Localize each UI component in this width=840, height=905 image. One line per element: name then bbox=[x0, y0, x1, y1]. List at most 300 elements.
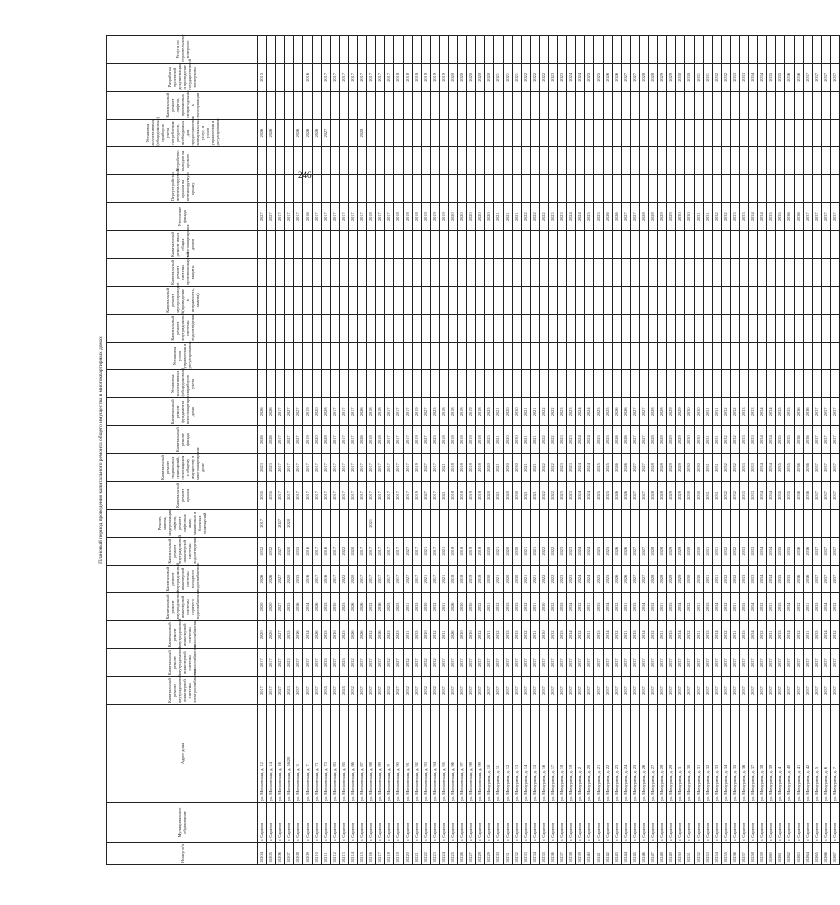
year-cell: 2037 bbox=[712, 649, 721, 677]
year-cell: 2035 bbox=[785, 454, 794, 482]
year-cell: 2035 bbox=[321, 621, 330, 649]
year-cell bbox=[448, 259, 457, 287]
year-cell: 2031 bbox=[621, 621, 630, 649]
year-cell bbox=[458, 175, 467, 203]
year-cell bbox=[730, 147, 739, 175]
year-cell bbox=[685, 370, 694, 398]
year-cell: 2022 bbox=[539, 537, 548, 565]
year-cell bbox=[330, 370, 339, 398]
year-cell bbox=[658, 370, 667, 398]
year-cell bbox=[358, 91, 367, 119]
year-cell bbox=[649, 231, 658, 259]
year-cell bbox=[730, 259, 739, 287]
year-cell: 2032 bbox=[267, 537, 276, 565]
year-cell: 2028 bbox=[639, 63, 648, 91]
row-municipality: г. Саратов bbox=[285, 803, 294, 843]
year-cell bbox=[458, 91, 467, 119]
year-cell bbox=[812, 36, 821, 64]
row-municipality: г. Саратов bbox=[303, 803, 312, 843]
year-cell: 2034 bbox=[767, 537, 776, 565]
year-cell: 2034 bbox=[758, 454, 767, 482]
year-cell bbox=[503, 370, 512, 398]
year-cell bbox=[567, 342, 576, 370]
row-municipality: г. Саратов bbox=[676, 803, 685, 843]
year-cell bbox=[585, 175, 594, 203]
year-cell bbox=[530, 314, 539, 342]
year-cell bbox=[676, 342, 685, 370]
year-cell: 2027 bbox=[621, 203, 630, 231]
year-cell: 2031 bbox=[439, 593, 448, 621]
year-cell: 2037 bbox=[539, 677, 548, 705]
year-cell: 2034 bbox=[639, 593, 648, 621]
year-cell bbox=[412, 286, 421, 314]
year-cell bbox=[703, 370, 712, 398]
year-cell: 2037 bbox=[821, 454, 830, 482]
year-cell bbox=[403, 259, 412, 287]
year-cell bbox=[321, 314, 330, 342]
year-cell: 2018 bbox=[367, 203, 376, 231]
row-municipality: г. Саратов bbox=[758, 803, 767, 843]
year-cell: 2031 bbox=[694, 593, 703, 621]
year-cell bbox=[749, 147, 758, 175]
row-municipality: г. Саратов bbox=[685, 803, 694, 843]
table-row bbox=[558, 36, 567, 865]
year-cell: 2027 bbox=[394, 677, 403, 705]
year-cell: 2018 bbox=[448, 565, 457, 593]
year-cell: 2021 bbox=[494, 482, 503, 510]
year-cell: 2037 bbox=[803, 63, 812, 91]
year-cell: 2033 bbox=[749, 454, 758, 482]
year-cell bbox=[721, 342, 730, 370]
year-cell bbox=[485, 119, 494, 147]
table-row bbox=[767, 36, 776, 865]
year-cell: 2017 bbox=[276, 454, 285, 482]
year-cell: 2031 bbox=[485, 593, 494, 621]
header-address: Адрес дома bbox=[107, 705, 258, 803]
year-cell bbox=[385, 36, 394, 64]
year-cell bbox=[394, 36, 403, 64]
year-cell: 2023 bbox=[567, 426, 576, 454]
year-cell: 2017 bbox=[330, 454, 339, 482]
year-cell: 2032 bbox=[794, 621, 803, 649]
year-cell: 2021 bbox=[530, 565, 539, 593]
year-cell: 2037 bbox=[821, 203, 830, 231]
year-cell bbox=[621, 231, 630, 259]
row-address: ул. Мичурина, д. 27 bbox=[649, 705, 658, 803]
year-cell bbox=[539, 91, 548, 119]
year-cell: 2035 bbox=[776, 565, 785, 593]
year-cell bbox=[658, 119, 667, 147]
table-row bbox=[403, 36, 412, 865]
table-row bbox=[476, 36, 485, 865]
header-num: Номер п/п bbox=[107, 843, 258, 865]
year-cell: 2035 bbox=[285, 621, 294, 649]
year-cell: 2027 bbox=[276, 649, 285, 677]
year-cell bbox=[685, 91, 694, 119]
year-cell: 2017 bbox=[376, 565, 385, 593]
year-cell bbox=[467, 509, 476, 537]
year-cell bbox=[448, 147, 457, 175]
year-cell: 2029 bbox=[667, 203, 676, 231]
year-cell: 2034 bbox=[749, 593, 758, 621]
year-cell bbox=[367, 231, 376, 259]
year-cell: 2036 bbox=[794, 398, 803, 426]
year-cell: 2037 bbox=[612, 677, 621, 705]
year-cell bbox=[439, 175, 448, 203]
year-cell bbox=[394, 147, 403, 175]
year-cell bbox=[521, 370, 530, 398]
year-cell: 2037 bbox=[485, 649, 494, 677]
row-municipality: г. Саратов bbox=[658, 803, 667, 843]
year-cell bbox=[539, 36, 548, 64]
year-cell bbox=[530, 147, 539, 175]
year-cell: 2025 bbox=[430, 398, 439, 426]
year-cell bbox=[594, 36, 603, 64]
year-cell bbox=[667, 342, 676, 370]
year-cell: 2035 bbox=[776, 454, 785, 482]
row-address: ул. Мичурина, д. 4 bbox=[776, 705, 785, 803]
year-cell: 2032 bbox=[421, 677, 430, 705]
year-cell: 2019 bbox=[430, 63, 439, 91]
year-cell bbox=[467, 91, 476, 119]
year-cell: 2032 bbox=[521, 621, 530, 649]
year-cell: 2017 bbox=[330, 203, 339, 231]
year-cell: 2025 bbox=[603, 482, 612, 510]
row-number: 10246 bbox=[639, 843, 648, 865]
year-cell: 2025 bbox=[339, 649, 348, 677]
year-cell bbox=[612, 147, 621, 175]
year-cell bbox=[521, 231, 530, 259]
row-address: ул. Московская, д. 7 bbox=[303, 705, 312, 803]
year-cell: 2024 bbox=[576, 203, 585, 231]
year-cell bbox=[421, 259, 430, 287]
row-municipality: г. Саратов bbox=[467, 803, 476, 843]
year-cell bbox=[630, 370, 639, 398]
row-address: ул. Московская, д. 93 bbox=[421, 705, 430, 803]
year-cell: 2017 bbox=[285, 454, 294, 482]
year-cell bbox=[685, 286, 694, 314]
year-cell bbox=[549, 342, 558, 370]
year-cell: 2028 bbox=[358, 119, 367, 147]
year-cell bbox=[258, 342, 267, 370]
year-cell bbox=[303, 36, 312, 64]
year-cell bbox=[630, 36, 639, 64]
year-cell bbox=[521, 119, 530, 147]
year-cell bbox=[658, 231, 667, 259]
year-cell: 2024 bbox=[576, 454, 585, 482]
year-cell: 2034 bbox=[567, 593, 576, 621]
year-cell bbox=[712, 370, 721, 398]
year-cell: 2037 bbox=[785, 677, 794, 705]
year-cell bbox=[658, 147, 667, 175]
year-cell: 2037 bbox=[521, 649, 530, 677]
year-cell: 2027 bbox=[294, 398, 303, 426]
year-cell bbox=[712, 509, 721, 537]
year-cell bbox=[730, 119, 739, 147]
year-cell: 2030 bbox=[676, 203, 685, 231]
year-cell bbox=[603, 147, 612, 175]
row-address: ул. Мичурина, д. 21 bbox=[594, 705, 603, 803]
year-cell: 2037 bbox=[358, 649, 367, 677]
year-cell: 2031 bbox=[658, 593, 667, 621]
row-address: ул. Мичурина, д. 5 bbox=[812, 705, 821, 803]
year-cell bbox=[448, 91, 457, 119]
year-cell bbox=[258, 259, 267, 287]
year-cell: 2035 bbox=[503, 621, 512, 649]
year-cell: 2036 bbox=[376, 621, 385, 649]
year-cell bbox=[685, 259, 694, 287]
year-cell: 2027 bbox=[276, 537, 285, 565]
year-cell bbox=[394, 509, 403, 537]
year-cell bbox=[521, 36, 530, 64]
year-cell: 2037 bbox=[458, 649, 467, 677]
year-cell: 2016 bbox=[303, 565, 312, 593]
year-cell: 2037 bbox=[512, 649, 521, 677]
year-cell bbox=[285, 342, 294, 370]
year-cell bbox=[521, 342, 530, 370]
year-cell: 2037 bbox=[830, 677, 839, 705]
year-cell bbox=[749, 231, 758, 259]
table-row bbox=[339, 36, 348, 865]
row-address: ул. Мичурина, д. 7 bbox=[830, 705, 839, 803]
year-cell bbox=[676, 286, 685, 314]
year-cell bbox=[594, 509, 603, 537]
row-address: ул. Московская, д. 89 bbox=[376, 705, 385, 803]
row-municipality: г. Саратов bbox=[530, 803, 539, 843]
year-cell: 2025 bbox=[594, 565, 603, 593]
year-cell: 2035 bbox=[703, 593, 712, 621]
year-cell bbox=[567, 259, 576, 287]
year-cell: 2026 bbox=[612, 482, 621, 510]
year-cell: 2037 bbox=[294, 649, 303, 677]
year-cell: 2030 bbox=[676, 63, 685, 91]
year-cell: 2017 bbox=[294, 482, 303, 510]
year-cell bbox=[812, 314, 821, 342]
row-number: 10266 bbox=[821, 843, 830, 865]
row-number: 10241 bbox=[594, 843, 603, 865]
year-cell bbox=[821, 286, 830, 314]
year-cell: 2032 bbox=[721, 621, 730, 649]
year-cell bbox=[549, 119, 558, 147]
year-cell: 2026 bbox=[621, 398, 630, 426]
year-cell: 2020 bbox=[485, 63, 494, 91]
year-cell bbox=[439, 231, 448, 259]
year-cell: 2026 bbox=[612, 454, 621, 482]
year-cell bbox=[512, 509, 521, 537]
year-cell: 2027 bbox=[321, 119, 330, 147]
year-cell bbox=[339, 36, 348, 64]
year-cell: 2017 bbox=[339, 454, 348, 482]
year-cell: 2034 bbox=[603, 621, 612, 649]
year-cell: 2019 bbox=[412, 398, 421, 426]
year-cell: 2036 bbox=[294, 621, 303, 649]
year-cell: 2027 bbox=[630, 63, 639, 91]
year-cell bbox=[530, 175, 539, 203]
year-cell bbox=[303, 286, 312, 314]
year-cell: 2037 bbox=[376, 649, 385, 677]
year-cell bbox=[749, 509, 758, 537]
year-cell bbox=[676, 509, 685, 537]
year-cell: 2034 bbox=[758, 398, 767, 426]
year-cell bbox=[412, 509, 421, 537]
year-cell: 2017 bbox=[303, 454, 312, 482]
year-cell: 2028 bbox=[658, 426, 667, 454]
year-cell bbox=[512, 286, 521, 314]
year-cell bbox=[803, 286, 812, 314]
year-cell: 2031 bbox=[712, 454, 721, 482]
row-number: 10218 bbox=[385, 843, 394, 865]
year-cell bbox=[376, 91, 385, 119]
year-cell: 2028 bbox=[649, 63, 658, 91]
year-cell: 2017 bbox=[285, 203, 294, 231]
year-cell bbox=[612, 119, 621, 147]
year-cell: 2027 bbox=[630, 454, 639, 482]
row-municipality: г. Саратов bbox=[630, 803, 639, 843]
year-cell: 2025 bbox=[430, 426, 439, 454]
year-cell: 2022 bbox=[539, 63, 548, 91]
year-cell bbox=[267, 259, 276, 287]
year-cell bbox=[376, 314, 385, 342]
table-row bbox=[512, 36, 521, 865]
year-cell bbox=[612, 286, 621, 314]
year-cell: 2037 bbox=[658, 677, 667, 705]
year-cell bbox=[512, 370, 521, 398]
year-cell: 2017 bbox=[339, 203, 348, 231]
year-cell bbox=[312, 91, 321, 119]
year-cell: 2026 bbox=[312, 119, 321, 147]
table-row bbox=[348, 36, 357, 865]
year-cell: 2017 bbox=[367, 537, 376, 565]
year-cell: 2033 bbox=[739, 63, 748, 91]
year-cell: 2025 bbox=[585, 203, 594, 231]
year-cell bbox=[667, 509, 676, 537]
year-cell: 2020 bbox=[467, 203, 476, 231]
year-cell bbox=[558, 175, 567, 203]
row-number: 10207 bbox=[285, 843, 294, 865]
year-cell bbox=[739, 314, 748, 342]
year-cell bbox=[803, 509, 812, 537]
year-cell: 2037 bbox=[358, 677, 367, 705]
year-cell: 2017 bbox=[312, 454, 321, 482]
year-cell bbox=[258, 175, 267, 203]
year-cell: 2021 bbox=[530, 537, 539, 565]
year-cell bbox=[721, 36, 730, 64]
year-cell: 2022 bbox=[549, 482, 558, 510]
year-cell: 2030 bbox=[458, 621, 467, 649]
year-cell: 2036 bbox=[794, 63, 803, 91]
year-cell bbox=[585, 36, 594, 64]
year-cell bbox=[367, 91, 376, 119]
row-municipality: г. Саратов bbox=[549, 803, 558, 843]
year-cell bbox=[621, 91, 630, 119]
year-cell: 2021 bbox=[494, 565, 503, 593]
year-cell bbox=[294, 175, 303, 203]
year-cell bbox=[658, 509, 667, 537]
year-cell: 2032 bbox=[685, 593, 694, 621]
year-cell: 2027 bbox=[421, 426, 430, 454]
year-cell: 2031 bbox=[585, 621, 594, 649]
row-municipality: г. Саратов bbox=[603, 803, 612, 843]
year-cell: 2022 bbox=[339, 565, 348, 593]
table-row bbox=[421, 36, 430, 865]
year-cell: 2037 bbox=[303, 649, 312, 677]
year-cell: 2032 bbox=[721, 203, 730, 231]
year-cell bbox=[394, 342, 403, 370]
row-number: 10245 bbox=[630, 843, 639, 865]
year-cell bbox=[594, 91, 603, 119]
year-cell bbox=[330, 36, 339, 64]
row-municipality: г. Саратов bbox=[458, 803, 467, 843]
year-cell bbox=[803, 91, 812, 119]
year-cell: 2035 bbox=[739, 593, 748, 621]
year-cell bbox=[739, 509, 748, 537]
year-cell: 2018 bbox=[367, 426, 376, 454]
year-cell bbox=[621, 36, 630, 64]
year-cell: 2037 bbox=[476, 649, 485, 677]
row-address: ул. Московская, д. 12 bbox=[258, 705, 267, 803]
year-cell: 2035 bbox=[630, 621, 639, 649]
year-cell: 2021 bbox=[439, 537, 448, 565]
row-address: ул. Мичурина, д. 2 bbox=[576, 705, 585, 803]
year-cell: 2020 bbox=[448, 203, 457, 231]
year-cell: 2032 bbox=[476, 593, 485, 621]
year-cell: 2037 bbox=[594, 677, 603, 705]
year-cell: 2037 bbox=[685, 677, 694, 705]
year-cell: 2026 bbox=[348, 621, 357, 649]
document-title: Плановый период проведения капитального ремонта общего имущества в многоквартирных домах bbox=[98, 336, 104, 564]
row-number: 10212 bbox=[330, 843, 339, 865]
year-cell bbox=[403, 91, 412, 119]
year-cell: 2021 bbox=[512, 63, 521, 91]
year-cell: 2034 bbox=[712, 593, 721, 621]
row-municipality: г. Саратов bbox=[294, 803, 303, 843]
year-cell: 2029 bbox=[676, 482, 685, 510]
year-cell bbox=[339, 509, 348, 537]
year-cell: 2017 bbox=[376, 454, 385, 482]
year-cell: 2033 bbox=[749, 537, 758, 565]
year-cell bbox=[494, 36, 503, 64]
year-cell bbox=[258, 91, 267, 119]
row-address: ул. Московская, д. 73 bbox=[321, 705, 330, 803]
year-cell bbox=[267, 231, 276, 259]
year-cell: 2037 bbox=[639, 677, 648, 705]
year-cell: 2022 bbox=[539, 426, 548, 454]
row-number: 10243 bbox=[612, 843, 621, 865]
year-cell bbox=[430, 259, 439, 287]
year-cell: 2032 bbox=[721, 398, 730, 426]
year-cell bbox=[312, 36, 321, 64]
year-cell bbox=[603, 36, 612, 64]
year-cell: 2032 bbox=[721, 482, 730, 510]
table-row bbox=[485, 36, 494, 865]
year-cell: 2037 bbox=[830, 565, 839, 593]
year-cell: 2035 bbox=[785, 398, 794, 426]
table-row bbox=[294, 36, 303, 865]
year-cell bbox=[558, 342, 567, 370]
capital-repair-table bbox=[106, 35, 840, 865]
year-cell: 2035 bbox=[594, 593, 603, 621]
year-cell: 2032 bbox=[258, 537, 267, 565]
year-cell: 2037 bbox=[703, 649, 712, 677]
year-cell: 2020 bbox=[267, 621, 276, 649]
year-cell: 2033 bbox=[749, 398, 758, 426]
year-cell: 2026 bbox=[267, 565, 276, 593]
year-cell bbox=[712, 147, 721, 175]
year-cell bbox=[385, 175, 394, 203]
row-address: ул. Московская, д. 85 bbox=[339, 705, 348, 803]
year-cell bbox=[385, 286, 394, 314]
header-work-11: Капитальный ремонт фундамента многоквартирного дома bbox=[107, 398, 258, 426]
